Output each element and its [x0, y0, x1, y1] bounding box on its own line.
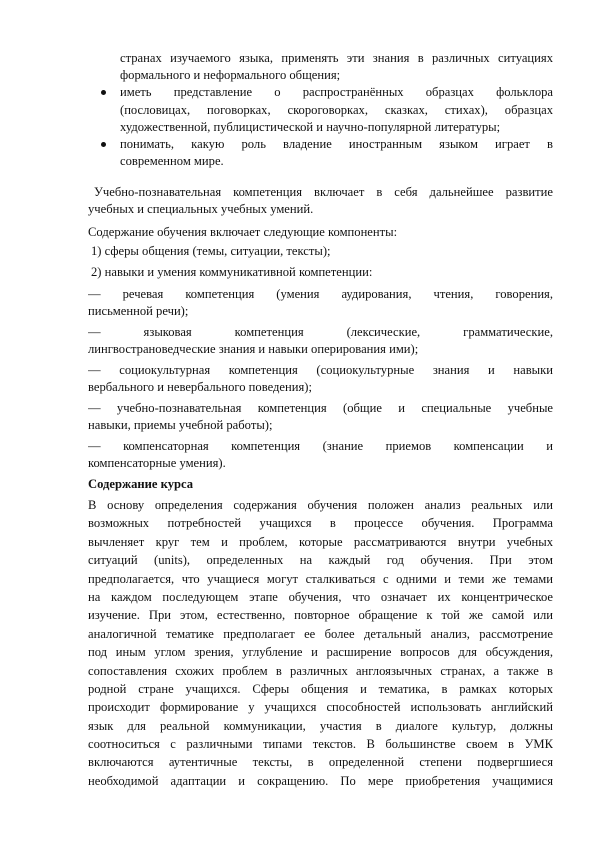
text-line: Содержание обучения включает следующие компоненты:: [88, 225, 398, 239]
text-line: на каждом последующем этапе обучения, что означает их концентрическое: [88, 589, 553, 604]
text-line: современном мире.: [120, 154, 224, 169]
text-line: предполагается, что учащиеся могут сталкиваться с одними и теми же темами: [88, 571, 553, 586]
text-line: формального и неформального общения;: [120, 68, 341, 83]
text-line: вербального и невербального поведения);: [88, 380, 312, 395]
text-line: учебных и специальных учебных умений.: [88, 202, 314, 217]
text-line: аналогичной тематике предполагает ее более детальный анализ, рассмотрение: [88, 626, 553, 641]
paragraph: [88, 324, 553, 358]
course-paragraph: [88, 496, 553, 790]
section-heading: [88, 476, 553, 493]
text-line: ситуаций (units), определенных на каждый год обучения. При этом: [88, 553, 553, 568]
bullet-icon: [101, 142, 106, 147]
text-line: навыки, приемы учебной работы);: [88, 418, 273, 433]
text-line: соотноситься с различными типами текстов. В большинстве своем в УМК: [88, 737, 553, 752]
text-line: — языковая компетенция (лексические, грамматические,: [88, 325, 553, 339]
text-line: — учебно-познавательная компетенция (общие и специальные учебные: [88, 401, 553, 415]
text-line: происходит формирование у учащихся способностей использовать английский: [88, 700, 553, 715]
text-line: родной стране учащихся. Сферы общения и тематика, в рамках которых: [88, 681, 553, 696]
text-line: понимать, какую роль владение иностранным языком играет в: [120, 136, 553, 151]
text-line: иметь представление о распространённых образцах фольклора: [120, 85, 553, 100]
text-line: изучение. При этом, естественно, повторное обращение к той же самой или: [88, 608, 553, 623]
text-line: включаются аутентичные тексты, в определенной степени подвергшиеся: [88, 755, 553, 770]
paragraph: [88, 243, 553, 260]
paragraph: [88, 264, 553, 281]
text-line: 1) сферы общения (темы, ситуации, тексты);: [91, 244, 331, 258]
paragraph: [88, 400, 553, 434]
text-line: необходимой адаптации и сокращению. По мере приобретения учащимися: [88, 773, 553, 788]
text-line: возможных потребностей учащихся в процессе обучения. Программа: [88, 516, 553, 531]
text-line: сопоставления схожих проблем в различных англоязычных странах, а также в: [88, 663, 553, 678]
text-line: странах изучаемого языка, применять эти знания в различных ситуациях: [120, 51, 553, 65]
text-line: лингвострановедческие знания и навыки оперирования ими);: [88, 342, 419, 357]
paragraph: [88, 184, 553, 218]
text-line: — компенсаторная компетенция (знание приемов компенсации и: [88, 439, 553, 453]
paragraph: [88, 224, 553, 241]
text-line: В основу определения содержания обучения положен анализ реальных или: [88, 498, 553, 512]
text-line: художественной, публицистической и научно-популярной литературы;: [120, 119, 501, 134]
bullet-list: [88, 50, 553, 170]
text-line: Учебно-познавательная компетенция включает в себя дальнейшее развитие: [94, 185, 553, 199]
bullet-icon: [101, 90, 106, 95]
text-line: — речевая компетенция (умения аудирования, чтения, говорения,: [88, 287, 553, 301]
paragraph: [88, 286, 553, 320]
section-title: Содержание курса: [88, 477, 194, 491]
text-line: язык для реальной коммуникации, участия в диалоге культур, должны: [88, 718, 553, 733]
text-line: — социокультурная компетенция (социокультурные знания и навыки: [88, 363, 553, 377]
text-line: (пословицах, поговорках, скороговорках, сказках, стихах), образцах: [120, 102, 553, 117]
text-line: под иным углом зрения, углубление и расширение вопросов для обсуждения,: [88, 645, 553, 660]
bullet-continuation: [88, 50, 553, 84]
paragraph: [88, 438, 553, 472]
paragraph: [88, 362, 553, 396]
text-line: компенсаторные умения).: [88, 456, 226, 471]
text-line: письменной речи);: [88, 304, 189, 319]
text-line: вычленяет круг тем и проблем, которые рассматриваются внутри учебных: [88, 534, 553, 549]
bullet-item: [88, 84, 553, 136]
text-line: 2) навыки и умения коммуникативной компетенции:: [91, 265, 373, 279]
bullet-item: [88, 136, 553, 170]
